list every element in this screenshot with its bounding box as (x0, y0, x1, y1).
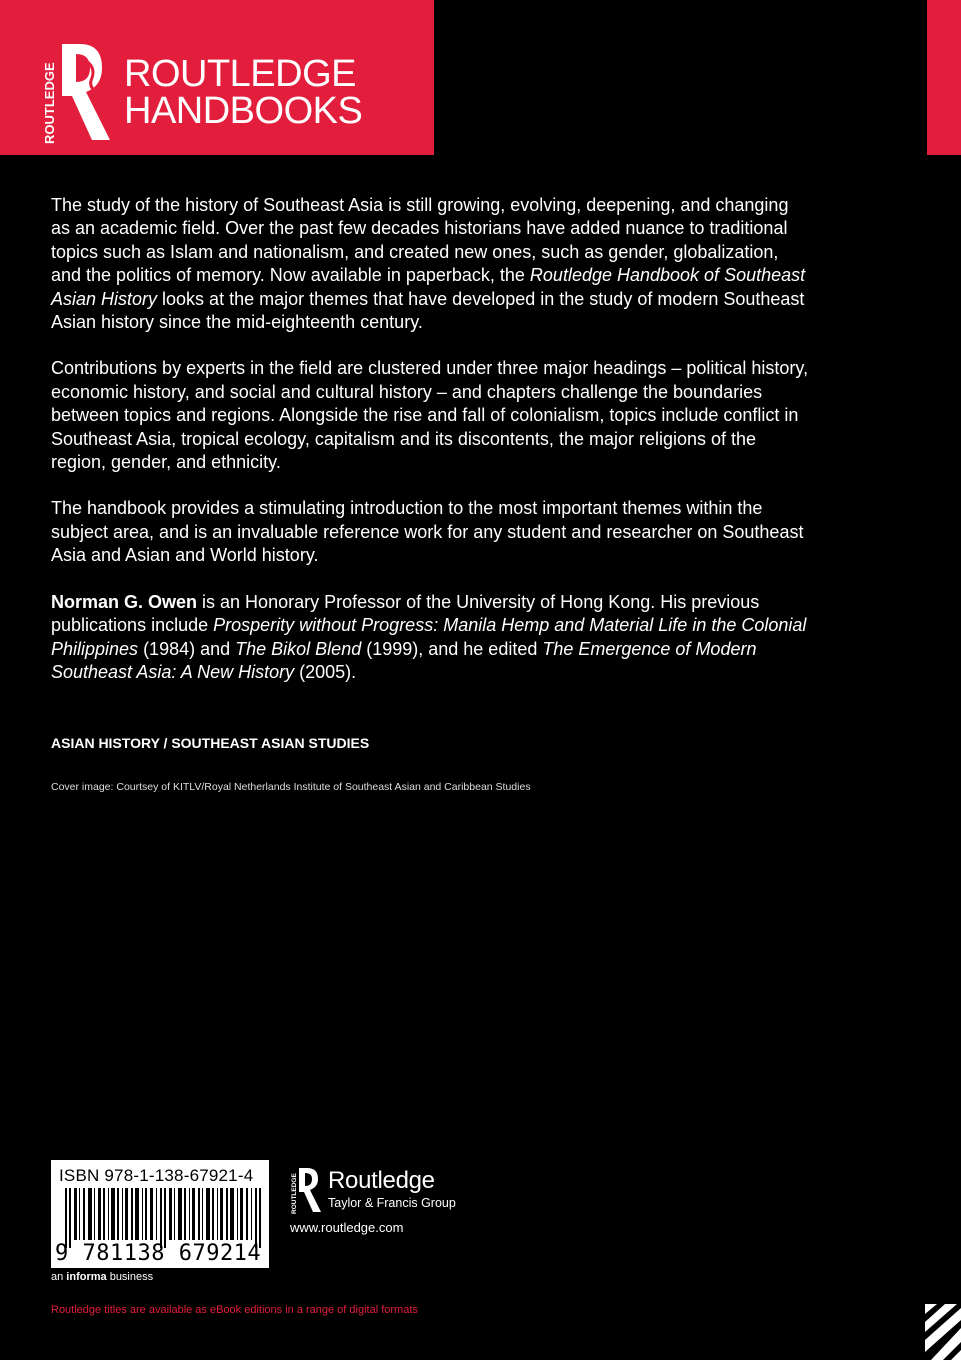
subject-category: ASIAN HISTORY / SOUTHEAST ASIAN STUDIES (51, 735, 370, 751)
svg-text:ROUTLEDGE: ROUTLEDGE (42, 62, 57, 144)
informa-business-label: an informa business (51, 1271, 154, 1283)
series-banner (0, 0, 434, 155)
description-paragraph-3: The handbook provides a stimulating introduction to the most important themes within the subject area, and is an invaluable reference work for any student and researcher on Southeast Asia and Asian and World history. (51, 498, 804, 566)
description-paragraph-2: Contributions by experts in the field are clustered under three major headings – political history, economic history, and social and cultural history – and chapters challenge the boundaries between topics and regions. Alongside the rise and fall of colonialism, topics include conflict in Southeast Asia, tropical ecology, capitalism and its discontents, the major religions of the region, gender, and ethnicity. (51, 358, 809, 473)
publisher-group: Taylor & Francis Group (328, 1196, 456, 1210)
barcode-digits: 9 781138 679214 (55, 1241, 262, 1266)
routledge-logo-icon (40, 40, 116, 144)
barcode-icon (65, 1188, 263, 1248)
corner-accent-strip (927, 0, 961, 155)
svg-text:ROUTLEDGE: ROUTLEDGE (291, 1173, 298, 1214)
book-title: Routledge Handbook of Southeast Asian History (51, 265, 806, 309)
routledge-mark-icon (288, 1166, 322, 1214)
series-title-line1: ROUTLEDGE (124, 53, 356, 95)
series-title-line2: HANDBOOKS (124, 90, 363, 132)
author-name: Norman G. Owen (51, 591, 198, 612)
corner-stripes-icon (925, 1304, 961, 1360)
ebook-availability-note: Routledge titles are available as eBook editions in a range of digital formats (51, 1304, 418, 1316)
back-cover-copy (51, 194, 811, 704)
cover-image-credit: Cover image: Courtsey of KITLV/Royal Netherlands Institute of Southeast Asian and Caribbean Studies (51, 781, 531, 793)
publisher-logo (288, 1166, 488, 1214)
publisher-name: Routledge (328, 1167, 435, 1194)
author-bio: Norman G. Owen is an Honorary Professor of the University of Hong Kong. His previous publications include Prosperity without Progress: Manila Hemp and Material Life in the Colonial Philippines (1984) and The Bikol Blend (1999), and he edited The Emergence of Modern Southeast Asia: A New History (2005). (51, 591, 807, 682)
isbn-barcode-box (51, 1160, 269, 1268)
publisher-website-link[interactable]: www.routledge.com (290, 1220, 404, 1235)
description-paragraph-1: The study of the history of Southeast Asia is still growing, evolving, deepening, and changing as an academic field. Over the past few decades historians have added nuance to traditional topics such as Islam and nationalism, and created new ones, such as gender, globalization, and the politics of memory. Now available in paperback, the Routledge Handbook of Southeast Asian History looks at the major themes that have developed in the study of modern Southeast Asian history since the mid-eighteenth century. (51, 195, 806, 333)
series-title (124, 53, 363, 132)
isbn-label: ISBN 978-1-138-67921-4 (59, 1166, 254, 1185)
